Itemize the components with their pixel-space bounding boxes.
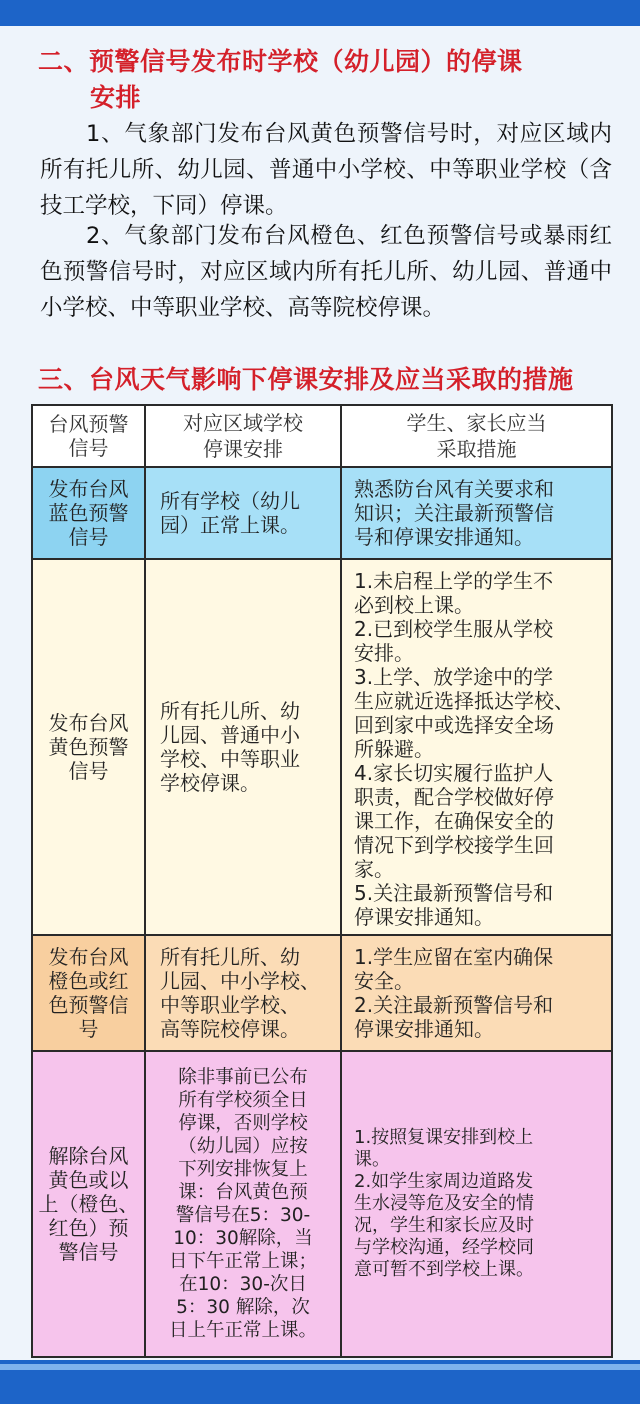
arrangement-cell: 所有托儿所、幼 儿园、普通中小 学校、中等职业 学校停课。: [145, 559, 341, 935]
table-row-orange-red-signal: [32, 935, 612, 1051]
bottom-decorative-stripe: [0, 1364, 640, 1370]
section-2-heading-line2: 安排: [90, 83, 142, 112]
paragraph-2-text: 2、气象部门发布台风橙色、红色预警信号或暴雨红色预警信号时，对应区域内所有托儿所、幼儿园、普通中小学校、中等职业学校、高等院校停课。: [40, 223, 612, 321]
signal-cell: 发布台风 蓝色预警 信号: [32, 467, 145, 559]
top-decorative-band: [0, 0, 640, 26]
arrangement-cell: 除非事前已公布 所有学校须全日 停课，否则学校 （幼儿园）应按 下列安排恢复上 课：台风黄色预 警信号在5：30- 10：30解除，当 日下午正常上课； 在10：30-次日 5：30 解除，次 日上午正常上课。: [145, 1051, 341, 1357]
paragraph-1-text: 1、气象部门发布台风黄色预警信号时，对应区域内所有托儿所、幼儿园、普通中小学校、中等职业学校（含技工学校，下同）停课。: [40, 121, 612, 219]
table-row-signal-lifted: [32, 1051, 612, 1357]
measures-cell: 熟悉防台风有关要求和 知识；关注最新预警信 号和停课安排通知。: [341, 467, 612, 559]
table-row-yellow-signal: [32, 559, 612, 935]
signal-cell: 解除台风 黄色或以 上（橙色、 红色）预 警信号: [32, 1051, 145, 1357]
section-2-paragraph-1: [40, 116, 612, 224]
table-header-row: [32, 405, 612, 467]
header-measures: 学生、家长应当 采取措施: [341, 405, 612, 467]
header-arrangement: 对应区域学校 停课安排: [145, 405, 341, 467]
header-signal: 台风预警 信号: [32, 405, 145, 467]
signal-cell: 发布台风 黄色预警 信号: [32, 559, 145, 935]
signal-cell: 发布台风 橙色或红 色预警信 号: [32, 935, 145, 1051]
measures-cell: 1.按照复课安排到校上 课。 2.如学生家周边道路发 生水浸等危及安全的情 况，学生和家长应及时 与学校沟通，经学校同 意可暂不到学校上课。: [341, 1051, 612, 1357]
class-suspension-table: [31, 404, 613, 1358]
section-2-paragraph-2: [40, 218, 612, 326]
measures-cell: 1.未启程上学的学生不 必到校上课。 2.已到校学生服从学校 安排。 3.上学、放学途中的学 生应就近选择抵达学校、 回到家中或选择安全场 所躲避。 4.家长切实履行监护人 职责，配合学校做好停 课工作，在确保安全的 情况下到学校接学生回 家。 5.关注最新预警信号和 停课安排通知。: [341, 559, 612, 935]
measures-cell: 1.学生应留在室内确保 安全。 2.关注最新预警信号和 停课安排通知。: [341, 935, 612, 1051]
section-2-heading-line1: 二、预警信号发布时学校（幼儿园）的停课: [38, 47, 523, 76]
arrangement-cell: 所有学校（幼儿 园）正常上课。: [145, 467, 341, 559]
table-row-blue-signal: [32, 467, 612, 559]
section-3-heading: 三、台风天气影响下停课安排及应当采取的措施: [38, 365, 574, 394]
arrangement-cell: 所有托儿所、幼 儿园、中小学校、 中等职业学校、 高等院校停课。: [145, 935, 341, 1051]
section-2-heading: [38, 44, 598, 116]
